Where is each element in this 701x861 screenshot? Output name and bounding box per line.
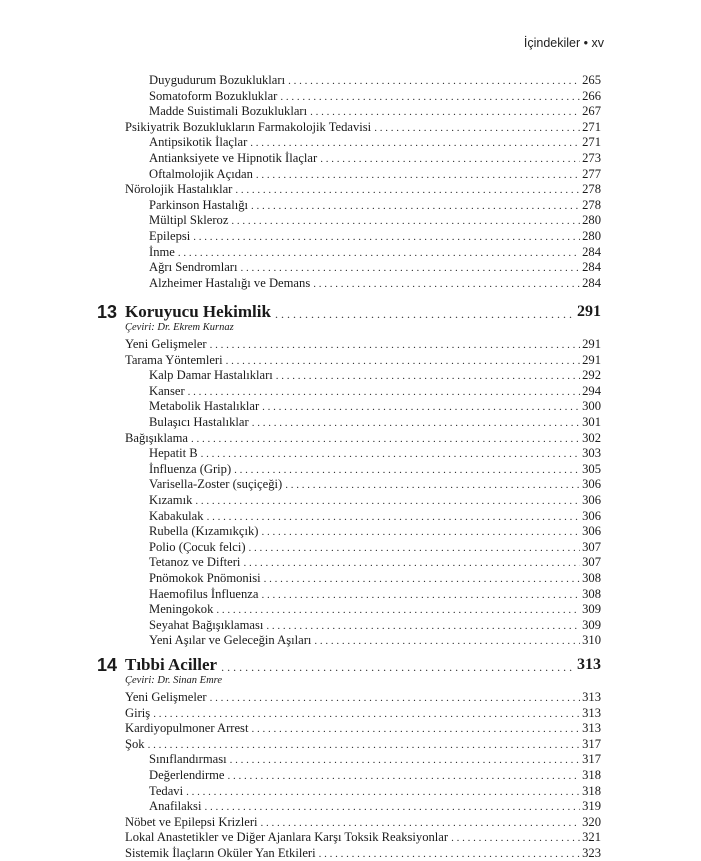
- chapter-title: Tıbbi Aciller: [125, 655, 218, 674]
- toc-entry[interactable]: [149, 618, 601, 633]
- toc-entry[interactable]: [149, 135, 601, 150]
- toc-entry-page: 294: [582, 383, 601, 398]
- dot-leader: [221, 660, 574, 675]
- toc-entry[interactable]: [149, 587, 601, 602]
- dot-leader: [228, 770, 581, 783]
- toc-entry[interactable]: [149, 151, 601, 166]
- toc-entry-title: Alzheimer Hastalığı ve Demans: [149, 275, 311, 290]
- toc-entry-title: Tarama Yöntemleri: [125, 352, 223, 367]
- toc-entry-page: 317: [582, 752, 601, 767]
- toc-entry[interactable]: [149, 555, 601, 570]
- toc-entry-title: Değerlendirme: [149, 768, 225, 782]
- toc-entry-title: Nöbet ve Epilepsi Krizleri: [125, 814, 258, 829]
- toc-entry-title: Kabakulak: [149, 508, 204, 523]
- dot-leader: [195, 495, 580, 508]
- toc-entry-page: 309: [582, 602, 601, 617]
- dot-leader: [261, 589, 580, 602]
- dot-leader: [188, 386, 580, 399]
- toc-entry[interactable]: [149, 89, 601, 104]
- toc-entry-page: 323: [582, 846, 601, 860]
- toc-entry-title: Duygudurum Bozuklukları: [149, 73, 286, 87]
- toc-entry[interactable]: [125, 120, 601, 135]
- dot-leader: [276, 370, 580, 383]
- dot-leader: [249, 542, 581, 555]
- dot-leader: [153, 708, 580, 721]
- toc-entry-title: Mültipl Skleroz: [149, 213, 229, 228]
- toc-entry-page: 291: [582, 352, 601, 367]
- toc-entry-title: Yeni Gelişmeler: [125, 690, 207, 704]
- toc-entry-title: Bulaşıcı Hastalıklar: [149, 415, 249, 429]
- dot-leader: [251, 200, 580, 213]
- toc-entry-page: 280: [582, 229, 601, 243]
- chapter-number: 14: [97, 655, 118, 675]
- dot-leader: [314, 635, 580, 648]
- dot-leader: [207, 511, 581, 524]
- toc-entry-page: 291: [582, 337, 601, 351]
- toc-entry[interactable]: [149, 784, 601, 799]
- toc-entry-page: 278: [582, 197, 601, 212]
- dot-leader: [256, 169, 580, 182]
- dot-leader: [204, 801, 580, 814]
- dot-leader: [261, 526, 580, 539]
- toc-entry[interactable]: [149, 752, 601, 767]
- toc-entry-page: 307: [582, 539, 601, 554]
- dot-leader: [201, 448, 580, 461]
- toc-entry-title: İnme: [149, 244, 175, 259]
- dot-leader: [186, 786, 580, 799]
- toc-entry-page: 284: [582, 275, 601, 290]
- dot-leader: [210, 339, 580, 352]
- toc-entry-page: 306: [582, 477, 601, 492]
- toc-entry[interactable]: [149, 384, 601, 399]
- toc-entry[interactable]: [149, 768, 601, 783]
- chapter-title: Koruyucu Hekimlik: [125, 302, 271, 321]
- toc-entry-title: Seyahat Bağışıklaması: [149, 617, 264, 632]
- dot-leader: [288, 75, 580, 88]
- dot-leader: [230, 754, 580, 767]
- toc-entry[interactable]: [125, 737, 601, 752]
- toc-entry-page: 313: [582, 690, 601, 704]
- dot-leader: [251, 723, 580, 736]
- toc-entry[interactable]: [149, 462, 601, 477]
- chapter-page: 291: [577, 303, 601, 320]
- dot-leader: [210, 692, 580, 705]
- dot-leader: [191, 433, 580, 446]
- toc-entry-title: Bağışıklama: [125, 430, 188, 445]
- toc-entry[interactable]: [149, 477, 601, 492]
- toc-entry-page: 313: [582, 721, 601, 736]
- toc-entry[interactable]: [149, 415, 601, 430]
- toc-entry-page: 271: [582, 135, 601, 150]
- toc-entry-title: Nörolojik Hastalıklar: [125, 182, 233, 197]
- dot-leader: [250, 137, 580, 150]
- toc-entry-title: Polio (Çocuk felci): [149, 539, 246, 554]
- dot-leader: [178, 247, 580, 260]
- toc-entry[interactable]: [149, 446, 601, 461]
- toc-entry[interactable]: [149, 571, 601, 586]
- toc-entry-page: 306: [582, 524, 601, 539]
- toc-entry-page: 280: [582, 213, 601, 228]
- toc-entry[interactable]: [125, 706, 601, 721]
- toc-entry-page: 265: [582, 73, 601, 87]
- dot-leader: [285, 479, 580, 492]
- dot-leader: [319, 848, 580, 861]
- chapter-translator: Çeviri: Dr. Sinan Emre: [125, 675, 223, 686]
- dot-leader: [451, 832, 580, 845]
- dot-leader: [280, 91, 580, 104]
- running-header: İçindekiler • xv: [523, 36, 604, 50]
- dot-leader: [320, 153, 580, 166]
- toc-entry[interactable]: [149, 399, 601, 414]
- toc-entry[interactable]: [149, 245, 601, 260]
- toc-entry[interactable]: [149, 260, 601, 275]
- toc-entry[interactable]: [149, 493, 601, 508]
- toc-entry[interactable]: [149, 368, 601, 383]
- toc-entry-page: 318: [582, 768, 601, 782]
- toc-entry[interactable]: [149, 276, 601, 291]
- toc-entry-title: Giriş: [125, 705, 151, 720]
- toc-entry[interactable]: [149, 633, 601, 648]
- toc-entry-title: Antianksiyete ve Hipnotik İlaçlar: [149, 151, 318, 165]
- toc-entry-title: Somatoform Bozukluklar: [149, 88, 278, 103]
- toc-entry-title: Kızamık: [149, 493, 193, 507]
- toc-entry-page: 318: [582, 783, 601, 798]
- toc-entry-title: Yeni Gelişmeler: [125, 337, 207, 351]
- dot-leader: [234, 464, 580, 477]
- dot-leader: [261, 817, 581, 830]
- toc-entry-page: 300: [582, 399, 601, 414]
- toc-entry-title: Parkinson Hastalığı: [149, 197, 248, 212]
- dot-leader: [310, 106, 580, 119]
- dot-leader: [226, 355, 581, 368]
- toc-entry-page: 277: [582, 166, 601, 181]
- toc-entry-page: 313: [582, 705, 601, 720]
- chapter-number: 13: [97, 302, 118, 322]
- toc-entry[interactable]: [125, 431, 601, 446]
- toc-entry-page: 320: [582, 814, 601, 829]
- toc-entry[interactable]: [149, 198, 601, 213]
- toc-entry-title: Hepatit B: [149, 446, 198, 461]
- toc-entry[interactable]: [149, 229, 601, 244]
- chapter-heading[interactable]: [125, 302, 601, 322]
- toc-entry-page: 306: [582, 493, 601, 507]
- toc-entry[interactable]: [125, 721, 601, 736]
- toc-entry-title: Epilepsi: [149, 229, 191, 243]
- toc-entry-title: Antipsikotik İlaçlar: [149, 135, 248, 150]
- dot-leader: [264, 573, 580, 586]
- toc-entry-page: 306: [582, 508, 601, 523]
- toc-entry-page: 266: [582, 88, 601, 103]
- toc-entry-title: Rubella (Kızamıkçık): [149, 524, 259, 539]
- toc-entry[interactable]: [149, 213, 601, 228]
- dot-leader: [216, 604, 580, 617]
- dot-leader: [313, 278, 580, 291]
- toc-entry[interactable]: [125, 690, 601, 705]
- toc-entry[interactable]: [149, 104, 601, 119]
- toc-entry-title: Kardiyopulmoner Arrest: [125, 721, 249, 736]
- toc-entry[interactable]: [125, 815, 601, 830]
- toc-entry-title: Psikiyatrik Bozuklukların Farmakolojik Tedavisi: [125, 119, 372, 134]
- toc-entry-page: 308: [582, 571, 601, 585]
- toc-entry-page: 307: [582, 555, 601, 570]
- toc-entry-title: Varisella-Zoster (suçiçeği): [149, 477, 283, 492]
- toc-entry[interactable]: [125, 337, 601, 352]
- toc-entry-title: Şok: [125, 736, 145, 751]
- dot-leader: [193, 231, 580, 244]
- toc-entry-title: Haemofilus İnfluenza: [149, 586, 259, 601]
- toc-entry-page: 321: [582, 830, 601, 845]
- toc-entry[interactable]: [149, 799, 601, 814]
- toc-entry[interactable]: [149, 524, 601, 539]
- toc-entry-page: 317: [582, 736, 601, 751]
- dot-leader: [262, 401, 580, 414]
- toc-entry-title: Ağrı Sendromları: [149, 260, 238, 275]
- toc-entry-page: 319: [582, 799, 601, 814]
- toc-entry-title: Anafilaksi: [149, 799, 202, 814]
- toc-entry-page: 278: [582, 182, 601, 197]
- toc-entry[interactable]: [125, 846, 601, 861]
- toc-entry[interactable]: [149, 167, 601, 182]
- toc-entry-title: Sistemik İlaçların Oküler Yan Etkileri: [125, 846, 316, 860]
- toc-entry-page: 308: [582, 586, 601, 601]
- dot-leader: [241, 262, 581, 275]
- dot-leader: [231, 215, 580, 228]
- chapter-translator: Çeviri: Dr. Ekrem Kurnaz: [125, 322, 234, 333]
- dot-leader: [148, 739, 581, 752]
- toc-entry[interactable]: [125, 353, 601, 368]
- toc-entry-page: 309: [582, 617, 601, 632]
- toc-entry-page: 303: [582, 446, 601, 461]
- toc-entry-title: Sınıflandırması: [149, 752, 227, 767]
- toc-entry[interactable]: [149, 602, 601, 617]
- toc-entry[interactable]: [149, 73, 601, 88]
- toc-entry[interactable]: [125, 182, 601, 197]
- dot-leader: [374, 122, 580, 135]
- toc-entry-title: Kalp Damar Hastalıkları: [149, 368, 273, 383]
- toc-entry-title: Meningokok: [149, 602, 214, 617]
- toc-entry-page: 271: [582, 119, 601, 134]
- dot-leader: [243, 557, 580, 570]
- toc-entry-page: 305: [582, 461, 601, 476]
- toc-entry-title: Yeni Aşılar ve Geleceğin Aşıları: [149, 633, 312, 648]
- toc-entry-title: Kanser: [149, 383, 185, 398]
- toc-entry-title: Lokal Anastetikler ve Diğer Ajanlara Karşı Toksik Reaksiyonlar: [125, 830, 449, 845]
- toc-entry-title: Madde Suistimali Bozuklukları: [149, 104, 308, 119]
- dot-leader: [266, 620, 580, 633]
- toc-entry-page: 273: [582, 151, 601, 165]
- toc-entry-title: İnfluenza (Grip): [149, 461, 232, 476]
- chapter-heading[interactable]: [125, 655, 601, 675]
- toc-entry-page: 301: [582, 415, 601, 429]
- toc-entry-title: Tedavi: [149, 783, 184, 798]
- toc-entry-page: 302: [582, 430, 601, 445]
- toc-entry-title: Pnömokok Pnömonisi: [149, 571, 261, 585]
- toc-entry-title: Oftalmolojik Açıdan: [149, 166, 253, 181]
- toc-entry-page: 292: [582, 368, 601, 383]
- toc-entry-page: 310: [582, 633, 601, 648]
- chapter-page: 313: [577, 656, 601, 673]
- dot-leader: [275, 307, 574, 322]
- toc-entry-title: Metabolik Hastalıklar: [149, 399, 260, 414]
- toc-entry-title: Tetanoz ve Difteri: [149, 555, 241, 570]
- toc-entry[interactable]: [149, 509, 601, 524]
- dot-leader: [235, 184, 580, 197]
- toc-entry[interactable]: [125, 830, 601, 845]
- toc-entry[interactable]: [149, 540, 601, 555]
- toc-entry-page: 284: [582, 260, 601, 275]
- toc-entry-page: 267: [582, 104, 601, 119]
- dot-leader: [252, 417, 580, 430]
- toc-entry-page: 284: [582, 244, 601, 259]
